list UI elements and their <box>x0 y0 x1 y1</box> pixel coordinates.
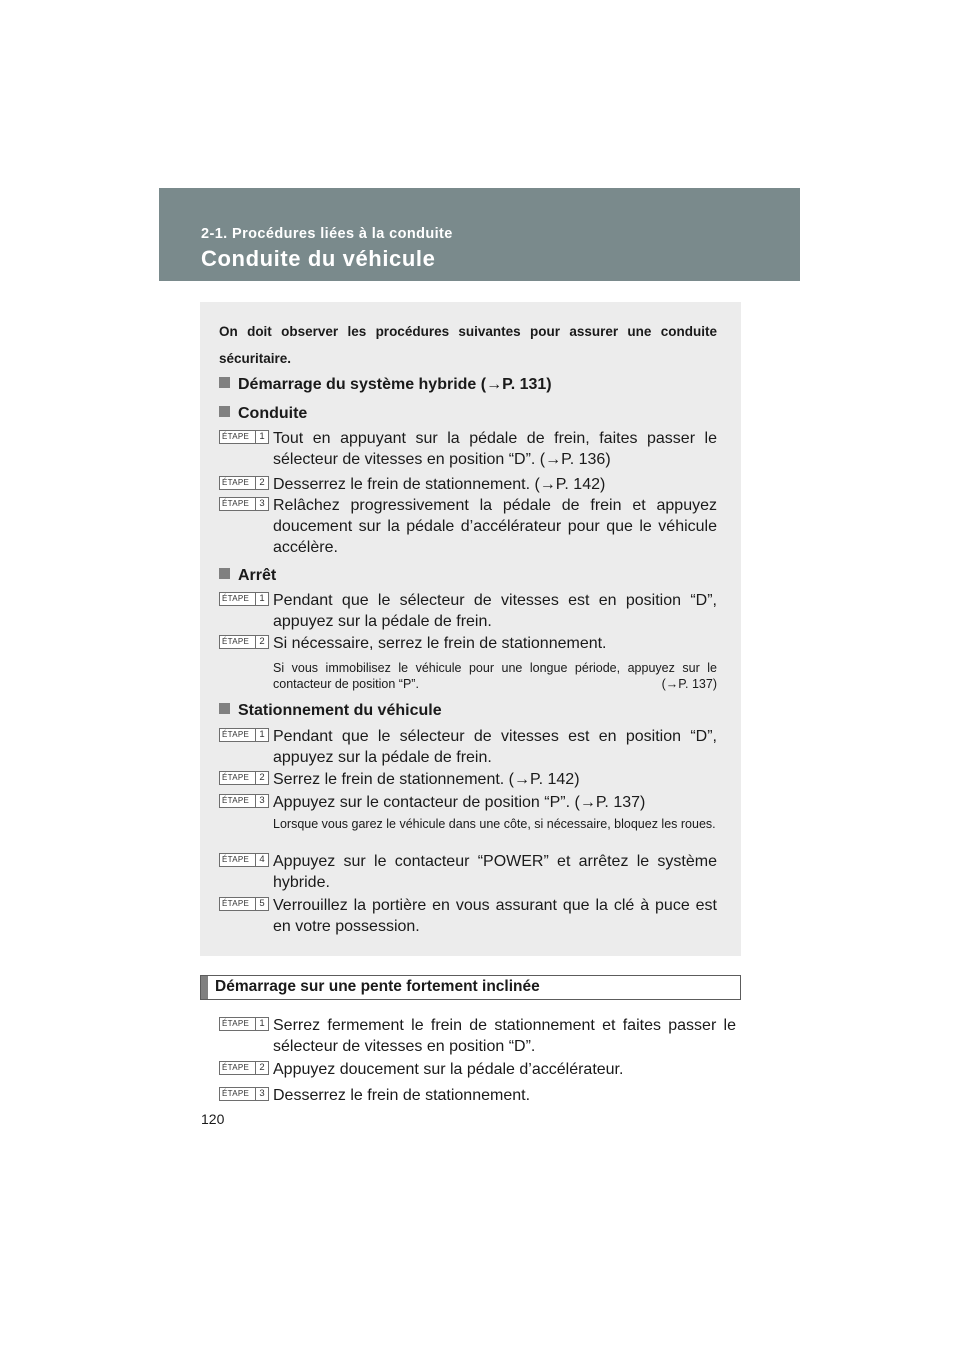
section-heading-start <box>219 375 552 395</box>
step-badge-number: 1 <box>255 593 268 605</box>
step-badge-number: 5 <box>255 898 268 910</box>
step-badge <box>219 497 269 511</box>
step-badge-label: ÉTAPE <box>222 1063 250 1072</box>
step-badge <box>219 771 269 785</box>
step-badge-label: ÉTAPE <box>222 855 250 864</box>
step-text: Tout en appuyant sur la pédale de frein, faites passer le sélecteur de vitesses en position “D”. (→P. 136) <box>273 430 717 468</box>
step-badge <box>219 853 269 867</box>
step-text: Desserrez le frein de stationnement. (→P. 142) <box>273 476 606 493</box>
step-badge-label: ÉTAPE <box>222 594 250 603</box>
step-badge <box>219 430 269 444</box>
section-heading-label: Stationnement du véhicule <box>238 702 442 719</box>
section-heading-stop <box>219 566 276 586</box>
step-badge-label: ÉTAPE <box>222 637 250 646</box>
step-badge-label: ÉTAPE <box>222 1089 250 1098</box>
step-badge-label: ÉTAPE <box>222 1019 250 1028</box>
step-text: Appuyez sur le contacteur de position “P”. (→P. 137) <box>273 794 646 811</box>
step-badge-label: ÉTAPE <box>222 730 250 739</box>
chapter-header <box>159 188 800 281</box>
slope-heading-box <box>200 975 741 1000</box>
step-badge-number: 4 <box>255 854 268 866</box>
section-label: 2-1. Procédures liées à la conduite <box>201 226 453 242</box>
step-badge-number: 1 <box>255 1018 268 1030</box>
step-text: Relâchez progressivement la pédale de frein et appuyez doucement sur la pédale d’accélérateur pour que le véhicule accélère. <box>273 497 717 556</box>
note-text: Lorsque vous garez le véhicule dans une côte, si nécessaire, bloquez les roues. <box>273 817 716 831</box>
step-badge-label: ÉTAPE <box>222 796 250 805</box>
step-badge-number: 2 <box>255 477 268 489</box>
step-badge-label: ÉTAPE <box>222 432 250 441</box>
step-text: Appuyez sur le contacteur “POWER” et arrêtez le système hybride. <box>273 853 717 891</box>
section-heading-label: Arrêt <box>238 567 277 584</box>
step-badge-number: 2 <box>255 636 268 648</box>
square-bullet-icon <box>219 703 230 714</box>
step-badge-number: 2 <box>255 1062 268 1074</box>
page-number: 120 <box>201 1111 225 1127</box>
step-badge-number: 3 <box>255 795 268 807</box>
step-badge <box>219 794 269 808</box>
step-badge-label: ÉTAPE <box>222 773 250 782</box>
step-text: Pendant que le sélecteur de vitesses est en position “D”, appuyez sur la pédale de frein. <box>273 728 717 766</box>
section-heading-parking <box>219 701 442 721</box>
step-badge-label: ÉTAPE <box>222 478 250 487</box>
step-badge <box>219 728 269 742</box>
step-text: Pendant que le sélecteur de vitesses est en position “D”, appuyez sur la pédale de frein. <box>273 592 717 630</box>
step-badge-number: 1 <box>255 431 268 443</box>
note-page-ref: (→P. 137) <box>661 677 717 691</box>
step-text: Serrez le frein de stationnement. (→P. 142) <box>273 771 580 788</box>
step-badge-number: 3 <box>255 498 268 510</box>
section-heading-label: Conduite <box>238 405 308 422</box>
section-heading-label: Démarrage du système hybride (→P. 131) <box>238 376 552 393</box>
step-badge <box>219 1061 269 1075</box>
square-bullet-icon <box>219 568 230 579</box>
step-badge-label: ÉTAPE <box>222 899 250 908</box>
step-text: Appuyez doucement sur la pédale d’accélérateur. <box>273 1061 624 1078</box>
note-body: Si vous immobilisez le véhicule pour une longue période, appuyez sur le contacteur de position “P”. <box>273 661 717 691</box>
step-badge <box>219 1017 269 1031</box>
step-badge-number: 2 <box>255 772 268 784</box>
step-badge <box>219 1087 269 1101</box>
intro-text: On doit observer les procédures suivantes pour assurer une conduite sécuritaire. <box>219 324 717 366</box>
step-badge-label: ÉTAPE <box>222 499 250 508</box>
step-badge <box>219 635 269 649</box>
step-badge <box>219 592 269 606</box>
note-text <box>273 660 717 692</box>
page-title: Conduite du véhicule <box>201 246 436 271</box>
step-text: Verrouillez la portière en vous assurant que la clé à puce est en votre possession. <box>273 897 717 935</box>
heading-bar <box>201 976 208 999</box>
step-badge <box>219 476 269 490</box>
step-badge <box>219 897 269 911</box>
step-badge-number: 1 <box>255 729 268 741</box>
step-text: Si nécessaire, serrez le frein de stationnement. <box>273 635 607 652</box>
step-text: Serrez fermement le frein de stationnement et faites passer le sélecteur de vitesses en position “D”. <box>273 1017 736 1055</box>
square-bullet-icon <box>219 377 230 388</box>
step-text: Desserrez le frein de stationnement. <box>273 1087 531 1104</box>
slope-heading: Démarrage sur une pente fortement inclinée <box>215 978 540 995</box>
section-heading-driving <box>219 404 307 424</box>
square-bullet-icon <box>219 406 230 417</box>
step-badge-number: 3 <box>255 1088 268 1100</box>
